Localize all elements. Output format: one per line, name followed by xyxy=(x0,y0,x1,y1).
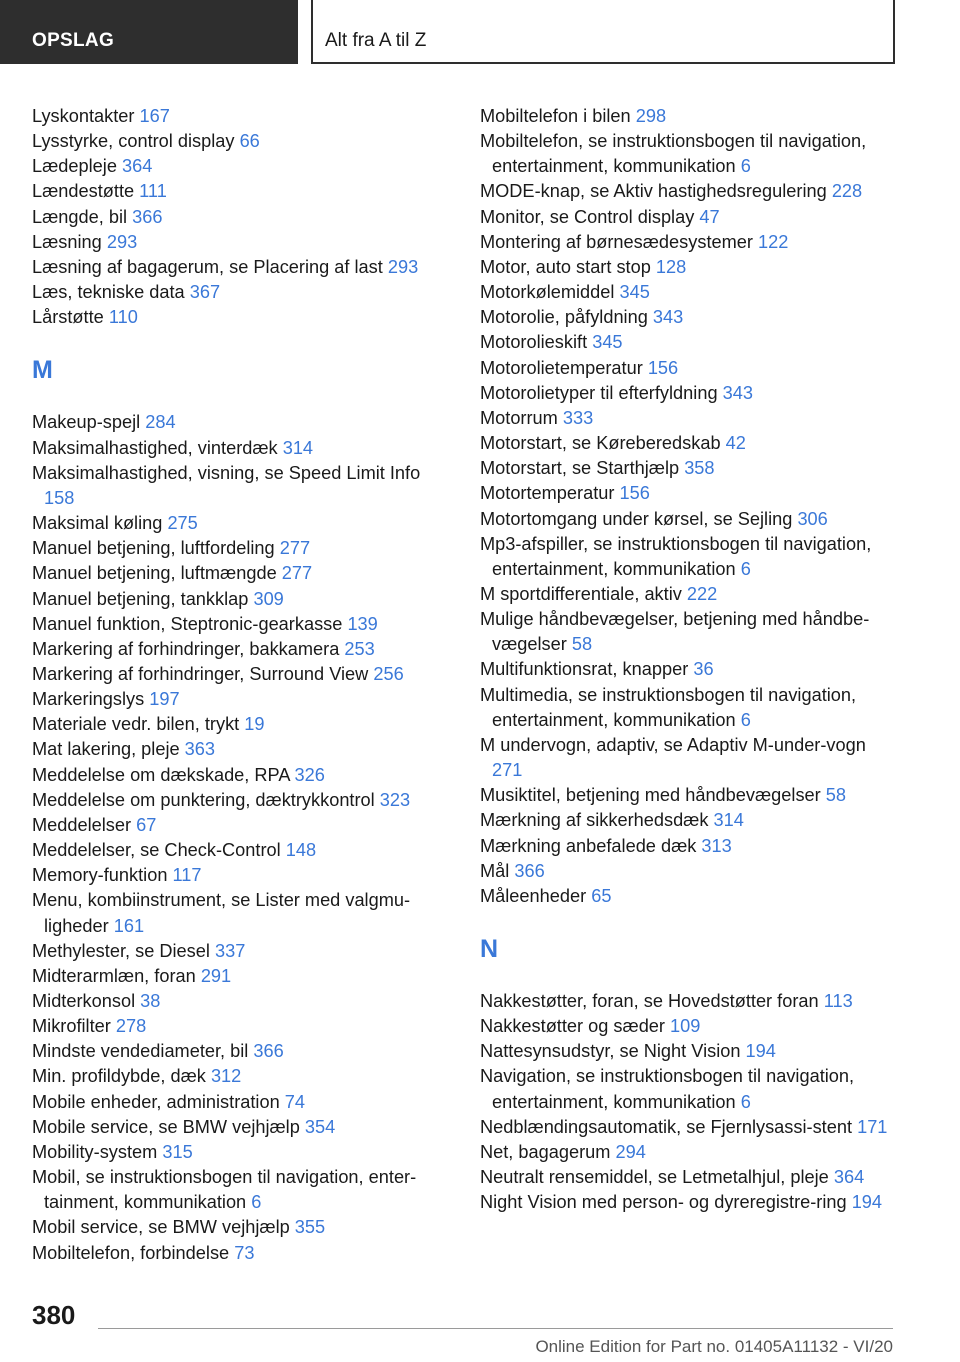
index-entry-term: Mobiltelefon, forbindelse xyxy=(32,1242,230,1263)
index-entry xyxy=(480,859,900,884)
index-entry xyxy=(480,431,900,456)
index-entry xyxy=(480,280,900,305)
index-entry xyxy=(32,763,442,788)
index-entry-term: Montering af børnesædesystemer xyxy=(480,231,753,252)
page-reference-link[interactable]: 194 xyxy=(745,1041,776,1062)
index-entry-term: Markering af forhindringer, Surround View xyxy=(32,663,369,684)
index-entry-term: Længde, bil xyxy=(32,206,128,227)
index-entry-term: Mobile enheder, administration xyxy=(32,1091,280,1112)
index-entry xyxy=(32,536,442,561)
index-entry-term: Mobiltelefon i bilen xyxy=(480,106,631,126)
index-entry-term: Markering af forhindringer, bakkamera xyxy=(32,638,340,659)
page-reference-link[interactable]: 156 xyxy=(647,357,679,378)
page-reference-link[interactable]: 277 xyxy=(281,563,313,584)
page-reference-link[interactable]: 343 xyxy=(652,307,684,328)
index-entry xyxy=(32,280,442,305)
index-entry-term: Mål xyxy=(480,860,510,881)
index-entry xyxy=(32,1215,442,1240)
index-entry-term: Motorkølemiddel xyxy=(480,282,615,303)
index-entry xyxy=(480,205,900,230)
page-reference-link[interactable]: 66 xyxy=(239,131,260,152)
index-entry xyxy=(480,481,900,506)
index-entry-term: Maksimal køling xyxy=(32,513,163,534)
index-entry xyxy=(32,1064,442,1089)
index-entry xyxy=(32,461,442,511)
index-entry xyxy=(32,129,442,154)
page-reference-link[interactable]: 284 xyxy=(145,412,176,433)
index-entry xyxy=(480,1140,900,1165)
page-reference-link[interactable]: 291 xyxy=(200,965,232,986)
index-entry-term: Night Vision med person- og dyreregistre-ring xyxy=(480,1192,847,1213)
index-entry xyxy=(480,1115,900,1140)
page-reference-link[interactable]: 271 xyxy=(492,760,523,781)
index-entry-term: Memory-funktion xyxy=(32,865,168,886)
index-entry-term: Maksimalhastighed, vinterdæk xyxy=(32,437,278,458)
index-entry-term: Mobil, se instruktionsbogen til navigation, enter-tainment, kommunikation xyxy=(32,1167,417,1213)
index-entry-term: Meddelelser xyxy=(32,814,132,835)
index-entry-term: Lysstyrke, control display xyxy=(32,131,235,152)
page-reference-link[interactable]: 128 xyxy=(655,256,687,277)
page-reference-link[interactable]: 117 xyxy=(172,865,202,886)
index-entry xyxy=(480,1064,900,1114)
index-entry xyxy=(480,532,900,582)
page-reference-link[interactable]: 278 xyxy=(115,1016,147,1037)
chapter-title: Alt fra A til Z xyxy=(311,0,895,64)
index-entry xyxy=(32,255,442,280)
page-reference-link[interactable]: 306 xyxy=(797,508,828,529)
index-entry-term: MODE-knap, se Aktiv hastighedsregulering xyxy=(480,181,827,202)
index-entry-term: Mikrofilter xyxy=(32,1016,111,1037)
index-entry xyxy=(480,808,900,833)
index-column-left xyxy=(32,104,442,1266)
page-reference-link[interactable]: 323 xyxy=(379,789,411,810)
index-entry xyxy=(480,1190,900,1215)
index-entry-term: Nattesynsudstyr, se Night Vision xyxy=(480,1041,741,1062)
index-entry-term: Neutralt rensemiddel, se Letmetalhjul, pleje xyxy=(480,1167,829,1188)
page-reference-link[interactable]: 38 xyxy=(140,991,161,1011)
index-entry-term: Min. profildybde, dæk xyxy=(32,1066,206,1087)
page-reference-link[interactable]: 345 xyxy=(619,282,650,303)
page-reference-link[interactable]: 358 xyxy=(684,458,715,479)
index-entry-term: Nakkestøtter og sæder xyxy=(480,1016,665,1037)
index-entry xyxy=(480,683,900,733)
index-entry-term: M undervogn, adaptiv, se Adaptiv M-under-vogn xyxy=(480,734,866,755)
index-entry xyxy=(480,104,900,129)
index-entry-term: Monitor, se Control display xyxy=(480,206,695,227)
section-letter: N xyxy=(480,935,499,963)
index-entry xyxy=(480,733,900,783)
page-reference-link[interactable]: 58 xyxy=(825,785,847,806)
index-entry-term: Nedblændingsautomatik, se Fjernlysassi-stent xyxy=(480,1116,853,1137)
index-entry-term: Meddelelser, se Check-Control xyxy=(32,840,281,861)
index-entry xyxy=(32,104,442,129)
index-entry xyxy=(480,783,900,808)
index-entry-term: Motorstart, se Starthjælp xyxy=(480,458,680,479)
index-entry xyxy=(32,587,442,612)
index-entry-term: Net, bagagerum xyxy=(480,1141,611,1162)
index-entry xyxy=(32,1115,442,1140)
page-reference-link[interactable]: 74 xyxy=(284,1091,305,1112)
page-reference-link[interactable]: 109 xyxy=(670,1016,701,1037)
page-reference-link[interactable]: 345 xyxy=(592,332,623,353)
page-reference-link[interactable]: 228 xyxy=(831,181,863,202)
index-entry-term: Makeup-spejl xyxy=(32,412,141,433)
index-entry-term: Lædepleje xyxy=(32,156,117,177)
index-entry xyxy=(32,561,442,586)
index-entry xyxy=(32,305,442,330)
page-reference-link[interactable]: 294 xyxy=(615,1141,646,1162)
index-entry xyxy=(32,154,442,179)
index-entry xyxy=(32,838,442,863)
index-entry xyxy=(32,788,442,813)
page-reference-link[interactable]: 110 xyxy=(108,307,138,328)
index-entry xyxy=(480,330,900,355)
index-entry-term: Motortemperatur xyxy=(480,483,615,504)
index-entry-term: Lårstøtte xyxy=(32,307,104,328)
index-entry xyxy=(480,230,900,255)
page-reference-link[interactable]: 293 xyxy=(387,256,419,277)
index-entry xyxy=(480,834,900,859)
index-entry xyxy=(480,406,900,431)
section-tab: OPSLAG xyxy=(0,0,298,64)
index-entry xyxy=(32,230,442,255)
page-number: 380 xyxy=(32,1300,76,1330)
page-reference-link[interactable]: 6 xyxy=(740,156,751,177)
index-entry-term: Motorstart, se Køreberedskab xyxy=(480,433,721,454)
page-reference-link[interactable]: 139 xyxy=(347,613,378,634)
index-column-right xyxy=(480,104,900,1215)
page-reference-link[interactable]: 6 xyxy=(740,558,751,579)
index-entry xyxy=(480,1039,900,1064)
index-entry xyxy=(480,1165,900,1190)
index-entry xyxy=(480,582,900,607)
page-reference-link[interactable]: 111 xyxy=(139,181,167,202)
page-reference-link[interactable]: 6 xyxy=(740,1091,751,1112)
index-entry xyxy=(480,381,900,406)
index-entry xyxy=(32,813,442,838)
footer-divider xyxy=(98,1328,893,1329)
index-entry xyxy=(32,989,442,1014)
page-reference-link[interactable]: 326 xyxy=(294,764,325,785)
index-entry xyxy=(32,436,442,461)
index-entry xyxy=(32,410,442,435)
page-reference-link[interactable]: 337 xyxy=(214,940,246,961)
index-entry-term: M sportdifferentiale, aktiv xyxy=(480,583,682,604)
page-reference-link[interactable]: 148 xyxy=(285,840,317,861)
page-reference-link[interactable]: 194 xyxy=(851,1192,883,1213)
index-entry xyxy=(480,255,900,280)
index-entry xyxy=(32,612,442,637)
page-reference-link[interactable]: 275 xyxy=(167,513,198,534)
index-entry xyxy=(32,511,442,536)
page-reference-link[interactable]: 366 xyxy=(132,206,163,227)
index-entry-term: Mulige håndbevægelser, betjening med håndbe-vægelser xyxy=(480,609,870,655)
page-reference-link[interactable]: 343 xyxy=(722,382,753,403)
section-letter: M xyxy=(32,356,53,385)
index-entry xyxy=(32,863,442,888)
index-entry xyxy=(480,305,900,330)
index-entry-term: Maksimalhastighed, visning, se Speed Limit Info xyxy=(32,462,421,483)
index-entry-term: Læsning xyxy=(32,231,102,252)
page-reference-link[interactable]: 171 xyxy=(857,1116,888,1137)
index-entry xyxy=(32,737,442,762)
page-reference-link[interactable]: 36 xyxy=(693,659,714,680)
page-reference-link[interactable]: 313 xyxy=(701,835,732,856)
page-reference-link[interactable]: 364 xyxy=(122,156,153,177)
page-reference-link[interactable]: 277 xyxy=(279,538,311,559)
index-entry-term: Motor, auto start stop xyxy=(480,256,651,277)
index-entry xyxy=(480,989,900,1014)
index-entry-term: Motorolietyper til efterfyldning xyxy=(480,382,718,403)
index-entry-term: Midterkonsol xyxy=(32,991,136,1011)
page-reference-link[interactable]: 363 xyxy=(184,739,216,760)
index-entry xyxy=(32,712,442,737)
index-entry-term: Manuel betjening, luftfordeling xyxy=(32,538,275,559)
index-entry-term: Meddelelse om punktering, dæktrykkontrol xyxy=(32,789,375,810)
page-reference-link[interactable]: 19 xyxy=(244,714,265,735)
index-entry xyxy=(32,1090,442,1115)
page-reference-link[interactable]: 58 xyxy=(571,634,593,655)
page-reference-link[interactable]: 333 xyxy=(562,407,594,428)
index-entry xyxy=(480,129,900,179)
index-entry xyxy=(480,356,900,381)
page-reference-link[interactable]: 253 xyxy=(344,638,375,659)
index-entry-term: Motortomgang under kørsel, se Sejling xyxy=(480,508,793,529)
index-entry-term: Motorolietemperatur xyxy=(480,357,643,378)
index-entry xyxy=(32,1039,442,1064)
index-entry xyxy=(480,657,900,682)
page-reference-link[interactable]: 298 xyxy=(635,106,667,126)
page-reference-link[interactable]: 167 xyxy=(139,106,170,126)
index-entry-term: Måleenheder xyxy=(480,885,587,906)
page-reference-link[interactable]: 314 xyxy=(713,810,744,831)
page-header xyxy=(0,0,960,66)
index-entry xyxy=(32,1140,442,1165)
index-entry-term: Mobil service, se BMW vejhjælp xyxy=(32,1217,290,1238)
page-reference-link[interactable]: 113 xyxy=(823,991,853,1011)
index-entry-term: Lændestøtte xyxy=(32,181,135,202)
index-entry xyxy=(32,939,442,964)
page-reference-link[interactable]: 197 xyxy=(149,689,180,710)
index-entry-term: Mindste vendediameter, bil xyxy=(32,1041,249,1062)
index-entry-term: Manuel betjening, tankklap xyxy=(32,588,249,609)
page-reference-link[interactable]: 65 xyxy=(591,885,612,906)
index-entry xyxy=(32,964,442,989)
index-entry-term: Motorrum xyxy=(480,407,558,428)
page-reference-link[interactable]: 314 xyxy=(282,437,314,458)
index-entry-term: Læsning af bagagerum, se Placering af last xyxy=(32,256,383,277)
index-entry xyxy=(32,1165,442,1215)
page-reference-link[interactable]: 293 xyxy=(106,231,138,252)
index-entry-term: Midterarmlæn, foran xyxy=(32,965,196,986)
index-entry xyxy=(480,507,900,532)
index-entry-term: Mobile service, se BMW vejhjælp xyxy=(32,1116,300,1137)
index-entry xyxy=(32,888,442,938)
page-reference-link[interactable]: 354 xyxy=(304,1116,336,1137)
index-entry-term: Manuel betjening, luftmængde xyxy=(32,563,277,584)
page-reference-link[interactable]: 161 xyxy=(113,915,145,936)
index-entry xyxy=(32,687,442,712)
index-entry xyxy=(32,1241,442,1266)
index-entry xyxy=(480,456,900,481)
page-reference-link[interactable]: 364 xyxy=(833,1167,865,1188)
page-reference-link[interactable]: 256 xyxy=(373,663,404,684)
index-entry-term: Mp3-afspiller, se instruktionsbogen til navigation, entertainment, kommunikation xyxy=(480,533,872,579)
page-reference-link[interactable]: 312 xyxy=(210,1066,242,1087)
page-reference-link[interactable]: 367 xyxy=(189,282,221,303)
index-entry-term: Musiktitel, betjening med håndbevægelser xyxy=(480,785,821,806)
page-reference-link[interactable]: 355 xyxy=(294,1217,326,1238)
index-entry-term: Markeringslys xyxy=(32,689,145,710)
index-entry-term: Manuel funktion, Steptronic-gearkasse xyxy=(32,613,343,634)
index-entry xyxy=(32,205,442,230)
index-entry xyxy=(32,662,442,687)
index-entry xyxy=(480,1014,900,1039)
index-entry-term: Læs, tekniske data xyxy=(32,282,185,303)
page-reference-link[interactable]: 158 xyxy=(44,487,75,508)
index-entry-term: Mobility-system xyxy=(32,1141,158,1162)
index-entry xyxy=(480,179,900,204)
page-reference-link[interactable]: 122 xyxy=(758,231,789,252)
page-reference-link[interactable]: 67 xyxy=(136,814,157,835)
index-entry xyxy=(480,607,900,657)
index-entry xyxy=(32,1014,442,1039)
page-reference-link[interactable]: 73 xyxy=(234,1242,255,1263)
index-entry-term: Nakkestøtter, foran, se Hovedstøtter foran xyxy=(480,991,819,1011)
page-reference-link[interactable]: 156 xyxy=(619,483,650,504)
index-entry-term: Menu, kombiinstrument, se Lister med valgmu-ligheder xyxy=(32,890,411,936)
index-entry-term: Navigation, se instruktionsbogen til navigation, entertainment, kommunikation xyxy=(480,1066,855,1112)
page-reference-link[interactable]: 315 xyxy=(162,1141,193,1162)
index-entry-term: Motorolie, påfyldning xyxy=(480,307,648,328)
index-entry xyxy=(32,637,442,662)
index-entry-term: Mobiltelefon, se instruktionsbogen til navigation, entertainment, kommunikation xyxy=(480,131,867,177)
index-entry-term: Meddelelse om dækskade, RPA xyxy=(32,764,290,785)
index-entry-term: Motorolieskift xyxy=(480,332,588,353)
page-reference-link[interactable]: 366 xyxy=(253,1041,284,1062)
page-reference-link[interactable]: 42 xyxy=(725,433,746,454)
page-reference-link[interactable]: 6 xyxy=(251,1192,262,1213)
index-entry-term: Mat lakering, pleje xyxy=(32,739,180,760)
index-entry-term: Mærkning af sikkerhedsdæk xyxy=(480,810,709,831)
index-entry-term: Materiale vedr. bilen, trykt xyxy=(32,714,240,735)
page-reference-link[interactable]: 6 xyxy=(740,709,751,730)
index-entry-term: Mærkning anbefalede dæk xyxy=(480,835,697,856)
index-entry-term: Methylester, se Diesel xyxy=(32,940,210,961)
index-entry xyxy=(32,179,442,204)
index-entry xyxy=(480,884,900,909)
page-reference-link[interactable]: 47 xyxy=(699,206,720,227)
footer-edition: Online Edition for Part no. 01405A11132 - VI/20 xyxy=(535,1337,893,1356)
page-reference-link[interactable]: 366 xyxy=(514,860,545,881)
page-reference-link[interactable]: 309 xyxy=(253,588,284,609)
index-entry-term: Lyskontakter xyxy=(32,106,135,126)
page-reference-link[interactable]: 222 xyxy=(686,583,718,604)
index-entry-term: Multifunktionsrat, knapper xyxy=(480,659,689,680)
index-entry-term: Multimedia, se instruktionsbogen til navigation, entertainment, kommunikation xyxy=(480,684,857,730)
